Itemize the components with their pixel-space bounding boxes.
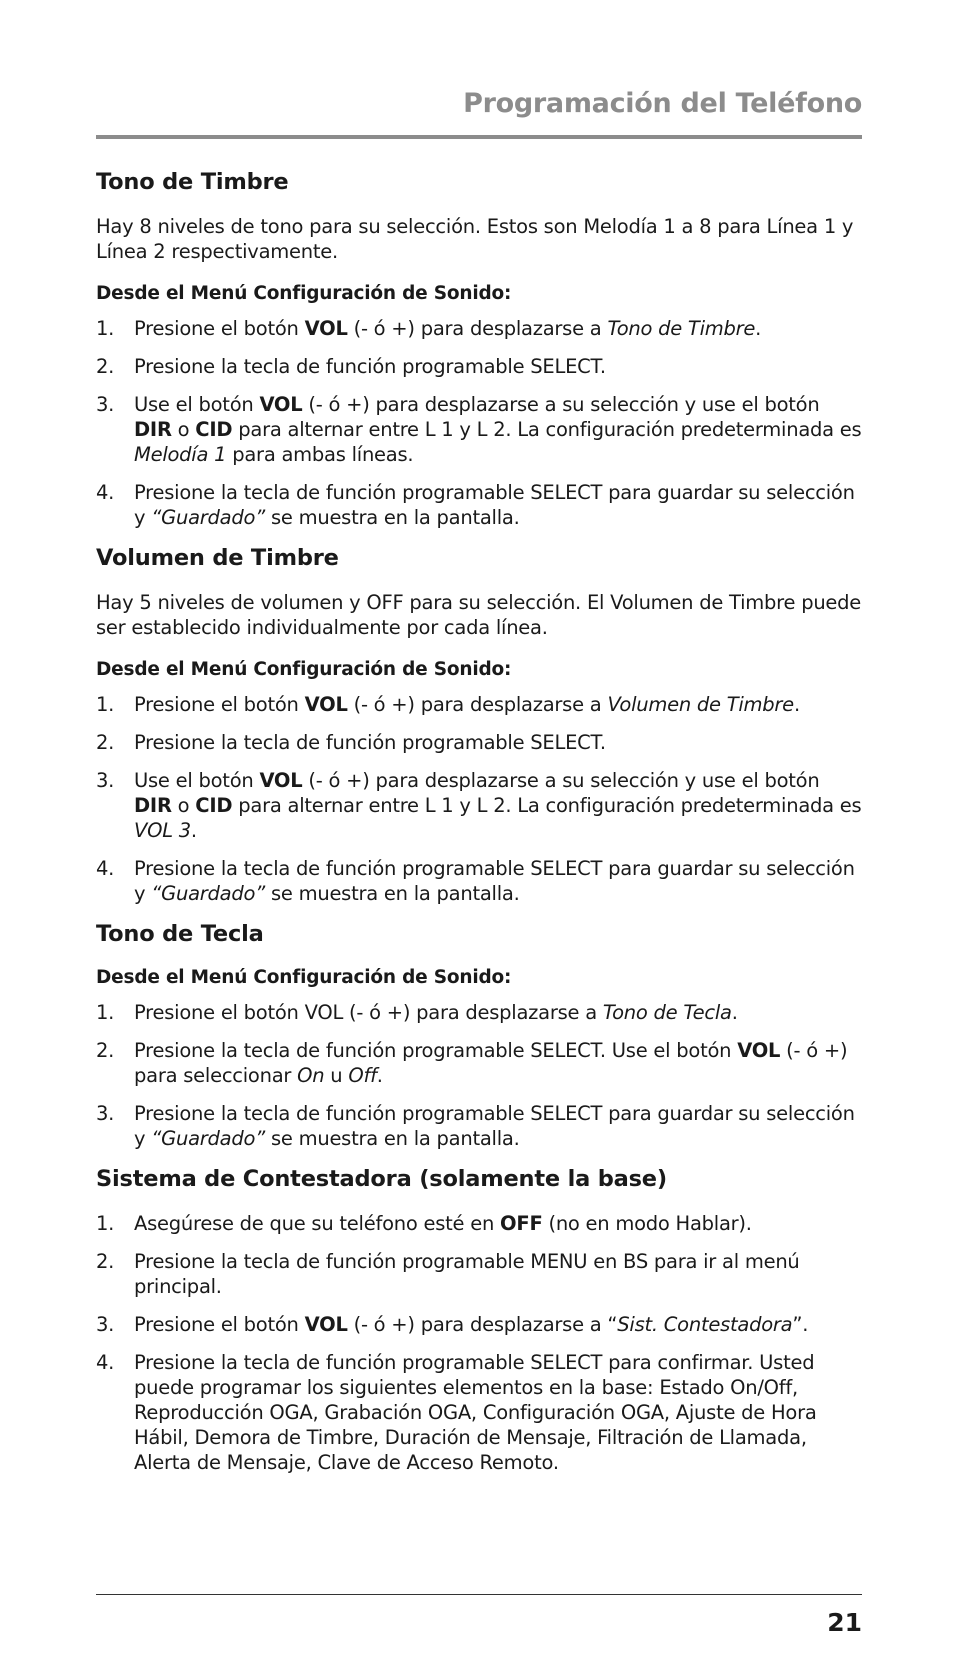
menu-subheading: Desde el Menú Configuración de Sonido:	[96, 283, 512, 304]
running-header: Programación del Teléfono	[463, 88, 862, 119]
step-item: 3. Presione el botón VOL (- ó +) para desplazarse a “Sist. Contestadora”.	[96, 1313, 809, 1336]
step-item: 2. Presione la tecla de función programable SELECT.	[96, 355, 606, 378]
section-tono-de-tecla	[96, 920, 862, 1151]
step-item: 4. Presione la tecla de función programable SELECT para guardar su selección y “Guardado” se muestra en la pantalla.	[96, 857, 855, 905]
step-item: 4. Presione la tecla de función programable SELECT para confirmar. Usted puede programar los siguientes elementos en la base: Estado On/Off, Reproducción OGA, Grabación OGA, Configuración OGA, Ajuste de Hora Hábil, Demora de Timbre, Duración de Mensaje, Filtración de Llamada, Alerta de Mensaje, Clave de Acceso Remoto.	[96, 1351, 817, 1474]
section-intro: Hay 5 niveles de volumen y OFF para su selección. El Volumen de Timbre puede ser establecido individualmente por cada línea.	[96, 591, 862, 639]
page-number: 21	[827, 1608, 862, 1637]
section-title: Volumen de Timbre	[96, 545, 339, 571]
step-item: 3. Use el botón VOL (- ó +) para desplazarse a su selección y use el botón DIR o CID para alternar entre L 1 y L 2. La configuración predeterminada es Melodía 1 para ambas líneas.	[96, 393, 862, 466]
page-content	[96, 168, 862, 1489]
step-item: 3. Use el botón VOL (- ó +) para desplazarse a su selección y use el botón DIR o CID para alternar entre L 1 y L 2. La configuración predeterminada es VOL 3.	[96, 769, 862, 842]
step-item: 2. Presione la tecla de función programable SELECT.	[96, 731, 606, 754]
step-item: 1. Presione el botón VOL (- ó +) para desplazarse a Volumen de Timbre.	[96, 693, 800, 716]
step-item: 1. Asegúrese de que su teléfono esté en OFF (no en modo Hablar).	[96, 1212, 752, 1235]
step-list	[96, 1211, 862, 1475]
section-title: Tono de Tecla	[96, 921, 264, 947]
menu-subheading: Desde el Menú Configuración de Sonido:	[96, 967, 512, 988]
section-volumen-de-timbre	[96, 544, 862, 906]
step-item: 3. Presione la tecla de función programable SELECT para guardar su selección y “Guardado” se muestra en la pantalla.	[96, 1102, 855, 1150]
menu-subheading: Desde el Menú Configuración de Sonido:	[96, 659, 512, 680]
step-item: 1. Presione el botón VOL (- ó +) para desplazarse a Tono de Tecla.	[96, 1001, 738, 1024]
step-item: 4. Presione la tecla de función programable SELECT para guardar su selección y “Guardado” se muestra en la pantalla.	[96, 481, 855, 529]
footer-rule	[96, 1594, 862, 1595]
step-list	[96, 316, 862, 530]
step-item: 2. Presione la tecla de función programable SELECT. Use el botón VOL (- ó +) para seleccionar On u Off.	[96, 1039, 848, 1087]
section-title: Sistema de Contestadora (solamente la base)	[96, 1166, 667, 1192]
section-tono-de-timbre	[96, 168, 862, 530]
header-rule	[96, 135, 862, 139]
section-sistema-de-contestadora	[96, 1165, 862, 1475]
step-item: 1. Presione el botón VOL (- ó +) para desplazarse a Tono de Timbre.	[96, 317, 762, 340]
section-intro: Hay 8 niveles de tono para su selección. Estos son Melodía 1 a 8 para Línea 1 y Línea 2 respectivamente.	[96, 215, 854, 263]
step-list	[96, 692, 862, 906]
step-list	[96, 1000, 862, 1151]
section-title: Tono de Timbre	[96, 169, 289, 195]
step-item: 2. Presione la tecla de función programable MENU en BS para ir al menú principal.	[96, 1250, 800, 1298]
